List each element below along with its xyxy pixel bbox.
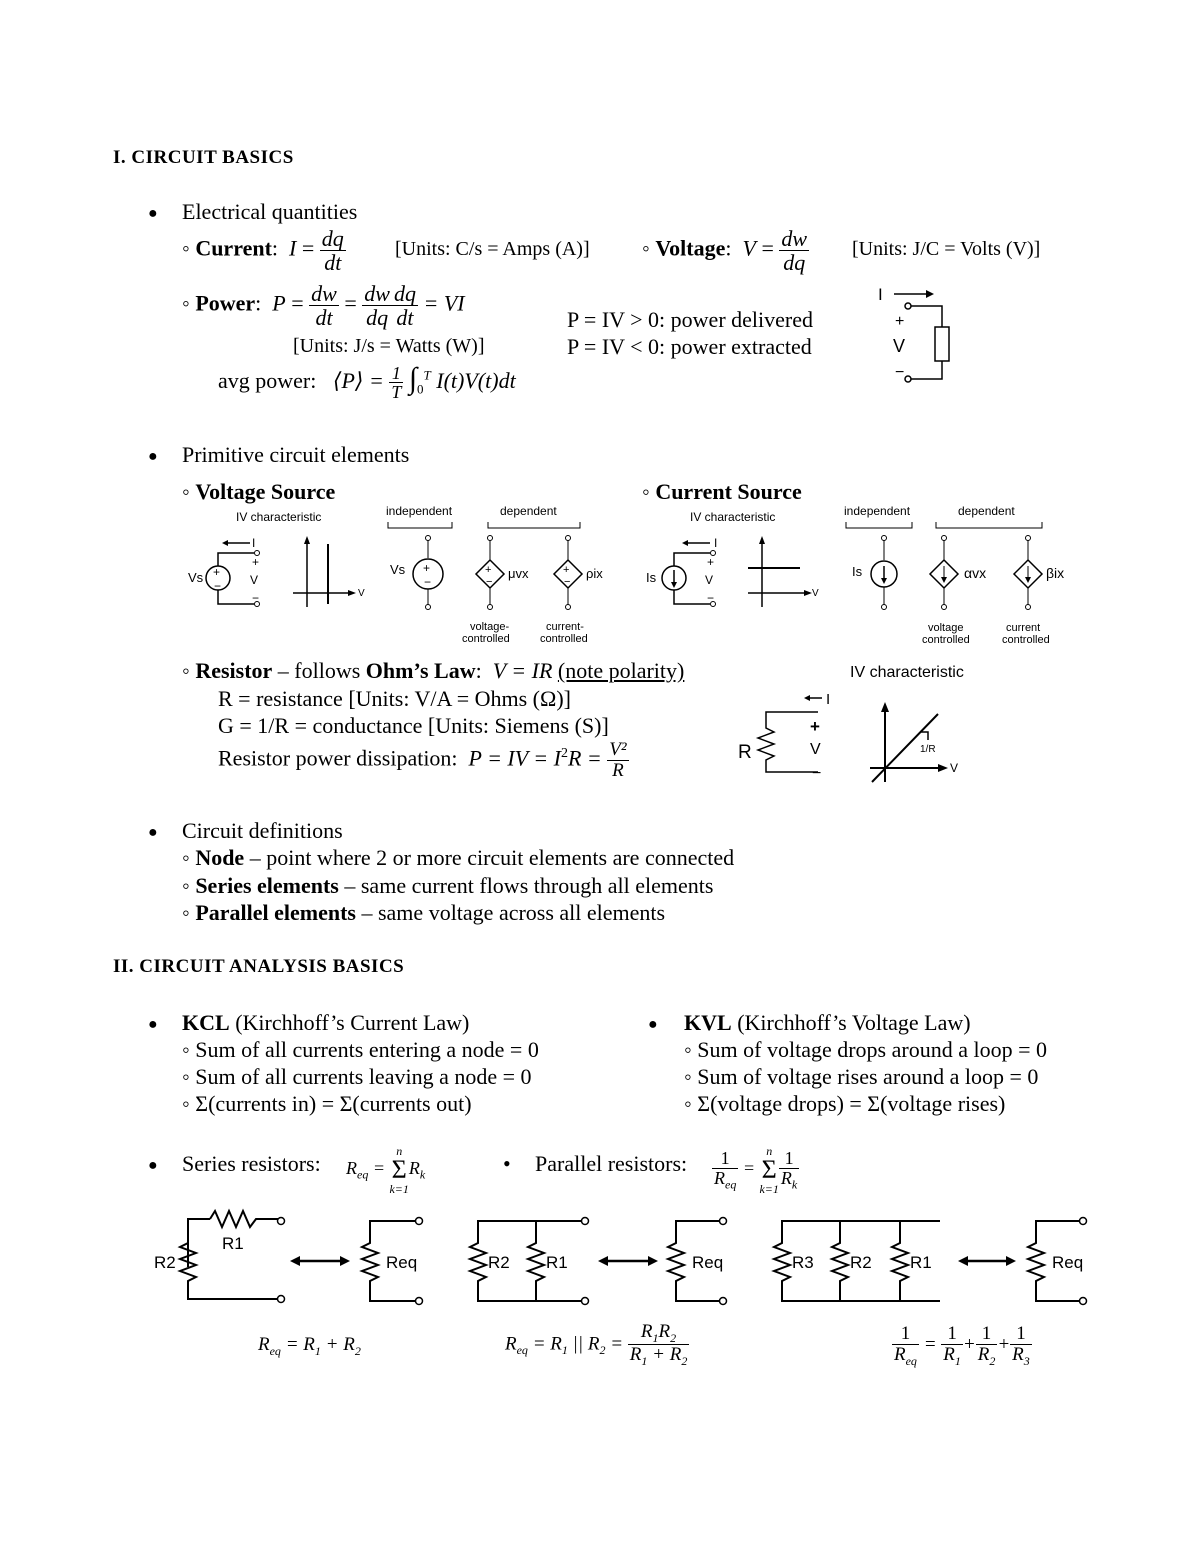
svg-text:+: + xyxy=(252,555,260,569)
kvl-heading xyxy=(684,1010,971,1036)
power-units: [Units: J/s = Watts (W)] xyxy=(293,335,485,357)
cc2-line2: controlled xyxy=(1002,634,1050,646)
kcl-item: ◦ Sum of all currents entering a node = 0 xyxy=(182,1037,539,1062)
resistor-i-label: I xyxy=(826,691,831,708)
current-source-label: Current Source xyxy=(655,479,802,504)
bullet-icon: ● xyxy=(148,205,158,222)
ohms-law-eq: V = IR xyxy=(492,658,553,683)
resistor-follows: – follows xyxy=(272,658,366,683)
kcl-heading xyxy=(182,1010,469,1036)
series-definition: ◦ Series elements – same current flows through all elements xyxy=(182,873,714,898)
p3-r3-label: R3 xyxy=(792,1253,814,1272)
voltage-source-label: Voltage Source xyxy=(195,479,336,504)
kvl-term: KVL xyxy=(684,1010,732,1035)
vs-iv-axis-v: V xyxy=(358,588,365,599)
note-polarity: (note polarity) xyxy=(557,658,685,683)
alpha-vx-label: αvx xyxy=(964,565,987,581)
diagram-i-label: I xyxy=(878,285,883,304)
kcl-item: ◦ Sum of all currents leaving a node = 0 xyxy=(182,1064,532,1089)
primitive-bullet: Primitive circuit elements xyxy=(182,442,410,467)
kcl-item: ◦ Σ(currents in) = Σ(currents out) xyxy=(182,1091,472,1116)
section-2-numeral: II. xyxy=(113,956,135,977)
mu-vx-label: μvx xyxy=(508,566,529,581)
avg-power-label: avg power: xyxy=(218,368,317,393)
vs-v-label: V xyxy=(250,573,259,587)
parallel-desc: – same voltage across all elements xyxy=(355,900,666,925)
resistor-networks-diagram xyxy=(140,1205,1100,1315)
resistor-diagram xyxy=(730,660,990,790)
power-extracted: P = IV < 0: power extracted xyxy=(567,334,812,359)
rho-ix-label: ρix xyxy=(586,566,603,581)
vs-indep-label: Vs xyxy=(390,562,406,577)
series-resistors-label: Series resistors: xyxy=(182,1151,321,1176)
voltage-definition: ◦ Voltage: V = $\frac{dw}{dq}$ xyxy=(642,226,808,276)
kvl-name: (Kirchhoff’s Voltage Law) xyxy=(731,1010,971,1035)
parallel3-equation: $\frac{1}{R_{eq}}$ = $\frac{1}{R_1}$ + $\frac{1}{R_2}$ + $\frac{1}{R_3}$ xyxy=(894,1323,1030,1368)
beta-ix-label: βix xyxy=(1046,565,1065,581)
resistor-iv-label: IV characteristic xyxy=(850,664,964,681)
current-lhs: I xyxy=(289,235,297,261)
cs-iv-label: IV characteristic xyxy=(690,510,776,524)
section-1-numeral: I. xyxy=(113,147,127,168)
dissipation-line: Resistor power dissipation: P = IV = $I^2R$ = $\frac{\text{V²}}{R}$ xyxy=(218,739,627,781)
voltage-den: dq xyxy=(783,250,806,276)
current-units: [Units: C/s = Amps (A)] xyxy=(395,238,590,260)
power-lhs: P xyxy=(272,290,286,316)
series-term: Series elements xyxy=(195,873,339,898)
bullet-icon: ● xyxy=(648,1016,658,1033)
p3-r1-label: R1 xyxy=(910,1253,932,1272)
cs-iv-axis-v: V xyxy=(812,588,819,599)
parallel-definition: ◦ Parallel elements – same voltage across all elements xyxy=(182,900,666,925)
section-2-title: CIRCUIT ANALYSIS BASICS xyxy=(139,956,405,977)
current-label: Current xyxy=(195,235,272,261)
svg-text:+: + xyxy=(423,561,431,575)
voltage-lhs: V xyxy=(742,235,756,261)
bullet-icon: ● xyxy=(148,1157,158,1174)
resistor-iv-axis-v: V xyxy=(950,761,959,775)
parallel-term: Parallel elements xyxy=(195,900,356,925)
voltage-units: [Units: J/C = Volts (V)] xyxy=(852,238,1041,260)
resistor-plus: + xyxy=(810,717,820,736)
svg-text:−: − xyxy=(424,575,432,589)
kvl-item: ◦ Sum of voltage drops around a loop = 0 xyxy=(684,1037,1047,1062)
parallel-formula: $\frac{1}{R_{eq}}$ = n Σ k=1 $\frac{1}{R_k}$ xyxy=(714,1144,798,1196)
kvl-item: ◦ Σ(voltage drops) = Σ(voltage rises) xyxy=(684,1091,1006,1116)
resistor-minus: − xyxy=(812,765,822,782)
current-den: dt xyxy=(324,250,342,276)
cs-v-label: V xyxy=(705,573,714,587)
definitions-bullet: Circuit definitions xyxy=(182,818,343,843)
section-1-heading xyxy=(113,147,294,169)
resistor-v-label: V xyxy=(810,741,821,758)
bullet-icon: ● xyxy=(148,824,158,841)
p3-r2-label: R2 xyxy=(850,1253,872,1272)
diagram-plus: + xyxy=(895,313,905,330)
avg-power: avg power: ⟨P⟩ = $\frac{1}{T}$ $\int_0^T$ I(t)V(t)dt xyxy=(218,362,516,403)
vc-line1: voltage- xyxy=(470,621,510,633)
avg-power-expr: I(t)V(t)dt xyxy=(436,368,516,393)
parallel-equation: $R_{eq} = R_1$ || $R_2$ = $\frac{R_1R_2}{R_1 + R_2}$ xyxy=(505,1321,688,1369)
svg-text:+: + xyxy=(213,565,221,579)
svg-text:+: + xyxy=(485,564,492,576)
power-label: Power xyxy=(195,290,256,316)
resistor-label: Resistor xyxy=(195,658,273,683)
power-definition: ◦ Power: P = $\frac{dw}{dt}$ = $\frac{dw}{dq}$ $\frac{dq}{dt}$ = VI xyxy=(182,281,465,331)
vc-line2: controlled xyxy=(462,633,510,645)
node-desc: – point where 2 or more circuit elements are connected xyxy=(244,845,735,870)
cs-dependent-label: dependent xyxy=(958,504,1015,518)
svg-text:+: + xyxy=(707,555,715,569)
current-num: dq xyxy=(321,226,344,251)
power-delivered: P = IV > 0: power delivered xyxy=(567,307,813,332)
cc-line2: controlled xyxy=(540,633,588,645)
series-desc: – same current flows through all elements xyxy=(338,873,714,898)
kcl-term: KCL xyxy=(182,1010,230,1035)
cs-i-label: I xyxy=(714,536,718,550)
vc2-line1: voltage xyxy=(928,622,964,634)
svg-text:+: + xyxy=(563,564,570,576)
series-r2-label: R2 xyxy=(154,1253,176,1272)
vs-independent-label: independent xyxy=(386,504,453,518)
resistor-r-label: R xyxy=(738,742,752,763)
cc-line1: current- xyxy=(546,621,584,633)
series-r1-label: R1 xyxy=(222,1234,244,1253)
section-1-title: CIRCUIT BASICS xyxy=(131,147,294,168)
voltage-num: dw xyxy=(781,226,808,251)
series-req-label: Req xyxy=(386,1253,418,1272)
vs-i-label: I xyxy=(252,536,256,550)
svg-text:−: − xyxy=(707,591,715,605)
svg-text:−: − xyxy=(564,576,571,588)
svg-text:−: − xyxy=(486,576,493,588)
bullet-icon: ● xyxy=(148,448,158,465)
slope-label: 1/R xyxy=(920,744,936,755)
current-source-heading: ◦ Current Source xyxy=(642,479,802,504)
bullet-icon: • xyxy=(503,1151,511,1176)
cc2-line1: current xyxy=(1006,622,1041,634)
is-label: Is xyxy=(646,570,657,585)
series-formula: $R_{eq}$ = n Σ k=1 $R_k$ xyxy=(346,1144,426,1196)
vs-iv-label: IV characteristic xyxy=(236,510,322,524)
cs-indep-label: Is xyxy=(852,564,863,579)
svg-text:−: − xyxy=(252,591,260,605)
resistance-line: R = resistance [Units: V/A = Ohms (Ω)] xyxy=(218,686,571,711)
vs-dependent-label: dependent xyxy=(500,504,557,518)
electrical-quantities-bullet: Electrical quantities xyxy=(182,199,358,224)
diagram-v-label: V xyxy=(893,336,906,356)
voltage-source-diagram xyxy=(188,500,620,650)
diagram-minus: − xyxy=(895,364,905,381)
parallel-resistors-label: Parallel resistors: xyxy=(535,1151,688,1176)
resistor-line: ◦ Resistor – follows Ohm’s Law: V = IR (note polarity) xyxy=(182,658,685,683)
voltage-source-heading: ◦ Voltage Source xyxy=(182,479,336,504)
current-definition: ◦ Current: I = $\frac{dq}{dt}$ xyxy=(182,226,344,276)
p3-req-label: Req xyxy=(1052,1253,1084,1272)
parallel-r1-label: R1 xyxy=(546,1253,568,1272)
voltage-label: Voltage xyxy=(655,235,726,261)
node-definition: ◦ Node – point where 2 or more circuit elements are connected xyxy=(182,845,735,870)
ohms-law-label: Ohm’s Law xyxy=(365,658,476,683)
dissipation-label: Resistor power dissipation: xyxy=(218,745,458,771)
parallel-r2-label: R2 xyxy=(488,1253,510,1272)
series-equation: $R_{eq} = R_1 + R_2$ xyxy=(258,1334,361,1358)
section-2-heading xyxy=(113,956,404,978)
power-element-diagram xyxy=(870,282,980,392)
kvl-item: ◦ Sum of voltage rises around a loop = 0 xyxy=(684,1064,1039,1089)
node-term: Node xyxy=(195,845,245,870)
current-source-diagram xyxy=(640,500,1080,650)
parallel-req-label: Req xyxy=(692,1253,724,1272)
power-rhs: = VI xyxy=(423,290,465,316)
conductance-line: G = 1/R = conductance [Units: Siemens (S)] xyxy=(218,713,609,738)
vs-label: Vs xyxy=(188,570,204,585)
kcl-name: (Kirchhoff’s Current Law) xyxy=(229,1010,470,1035)
cs-independent-label: independent xyxy=(844,504,911,518)
vc2-line2: controlled xyxy=(922,634,970,646)
svg-text:−: − xyxy=(214,579,222,593)
bullet-icon: ● xyxy=(148,1016,158,1033)
